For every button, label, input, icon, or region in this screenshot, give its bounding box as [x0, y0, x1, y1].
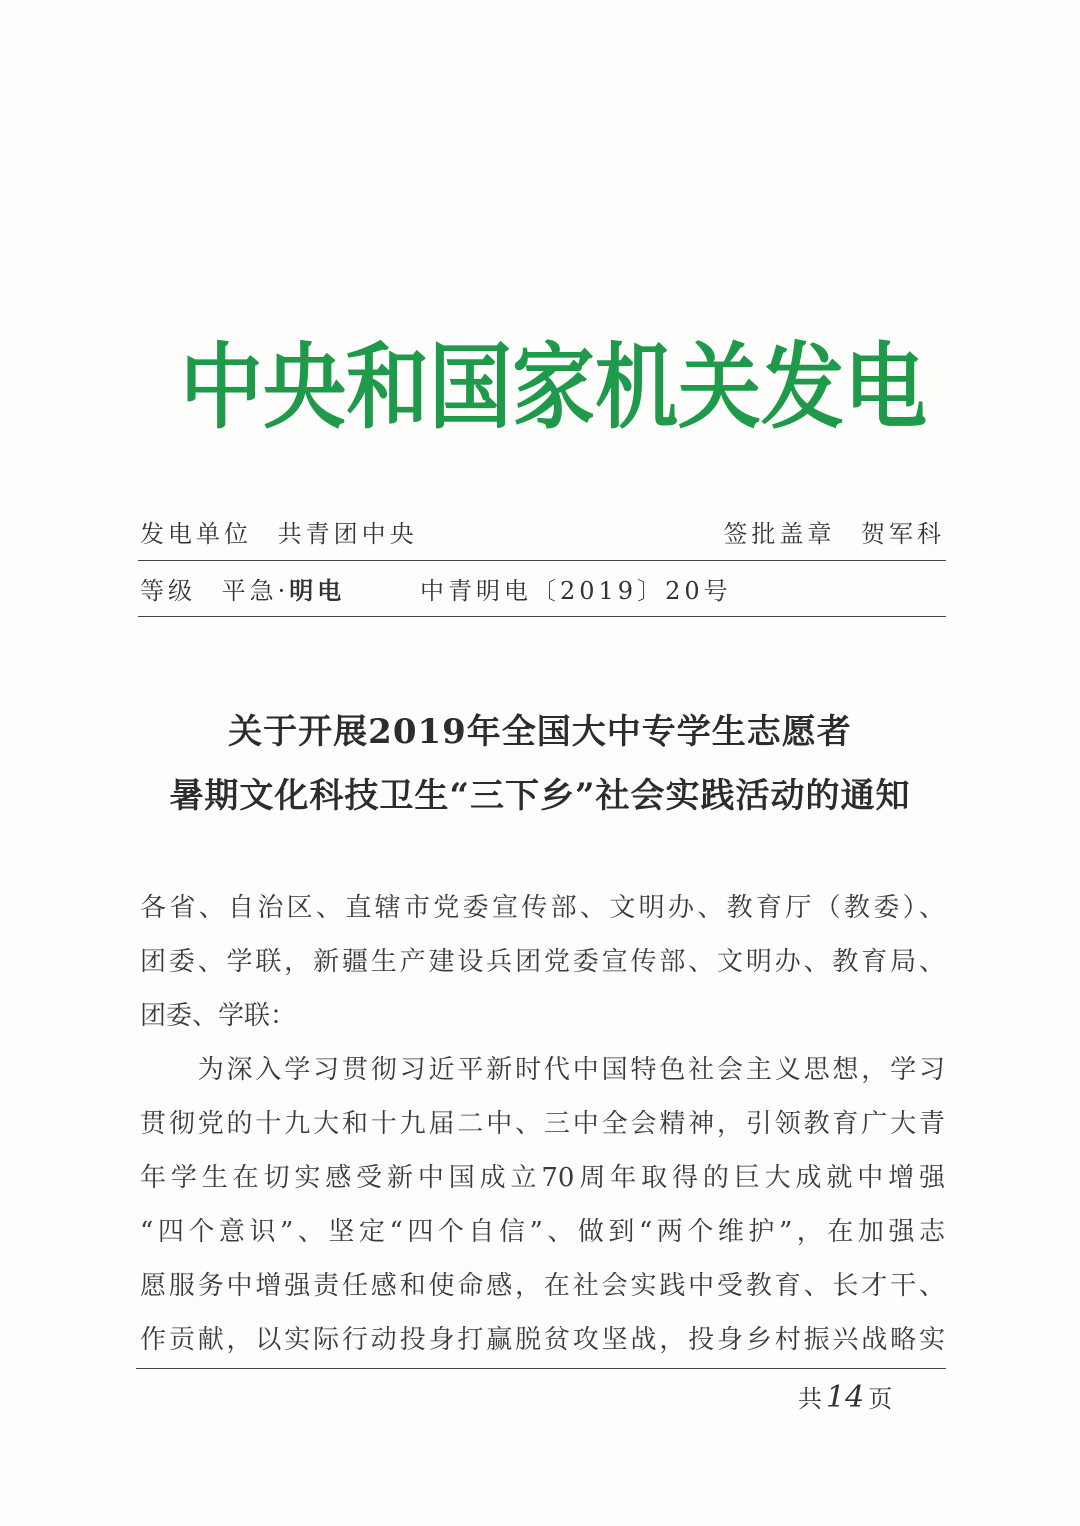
- masthead-title: 中央和国家机关发电: [180, 333, 927, 442]
- notice-title-line-2: 暑期文化科技卫生“三下乡”社会实践活动的通知: [169, 776, 911, 816]
- body-line: 年学生在切实感受新中国成立70周年取得的巨大成就中增强: [140, 1163, 945, 1193]
- footer-divider: [136, 1368, 946, 1369]
- header-divider-bottom: [138, 616, 946, 617]
- body-line: 各省、自治区、直辖市党委宣传部、文明办、教育厅（教委）、: [140, 893, 945, 923]
- signer-label: 签批盖章: [723, 520, 836, 548]
- body-line: 团委、学联：: [140, 1001, 297, 1031]
- body-line: “四个意识”、坚定“四个自信”、做到“两个维护”，在加强志: [140, 1217, 945, 1247]
- sender-value: 共青团中央: [277, 520, 418, 548]
- body-line: 作贡献，以实际行动投身打赢脱贫攻坚战，投身乡村振兴战略实: [140, 1325, 945, 1355]
- header-row-sender: [140, 516, 945, 552]
- document-number: 中青明电〔2019〕20号: [420, 577, 732, 605]
- page-count: [798, 1378, 908, 1418]
- page-count-prefix: 共: [798, 1385, 822, 1413]
- body-line: 团委、学联，新疆生产建设兵团党委宣传部、文明办、教育局、: [140, 947, 945, 977]
- level-value-bold: 明电: [289, 576, 346, 605]
- body-line: 愿服务中增强责任感和使命感，在社会实践中受教育、长才干、: [140, 1271, 945, 1301]
- level-value: [222, 577, 346, 605]
- header-divider-top: [138, 560, 946, 561]
- page-count-suffix: 页: [868, 1385, 893, 1413]
- notice-title-line-1: 关于开展2019年全国大中专学生志愿者: [228, 712, 852, 752]
- level-label: 等级: [140, 577, 196, 605]
- body-line: 为深入学习贯彻习近平新时代中国特色社会主义思想，学习: [140, 1055, 945, 1085]
- sender-label: 发电单位: [140, 520, 252, 548]
- header-row-level: [140, 573, 945, 609]
- body-line: 贯彻党的十九大和十九届二中、三中全会精神，引领教育广大青: [140, 1109, 945, 1139]
- signer-field: [723, 516, 945, 552]
- level-field: [140, 573, 345, 609]
- page-count-number: 14: [826, 1380, 865, 1415]
- signer-value: 贺军科: [861, 520, 945, 548]
- sender-field: [140, 516, 418, 552]
- level-value-plain: 平急·: [221, 577, 290, 605]
